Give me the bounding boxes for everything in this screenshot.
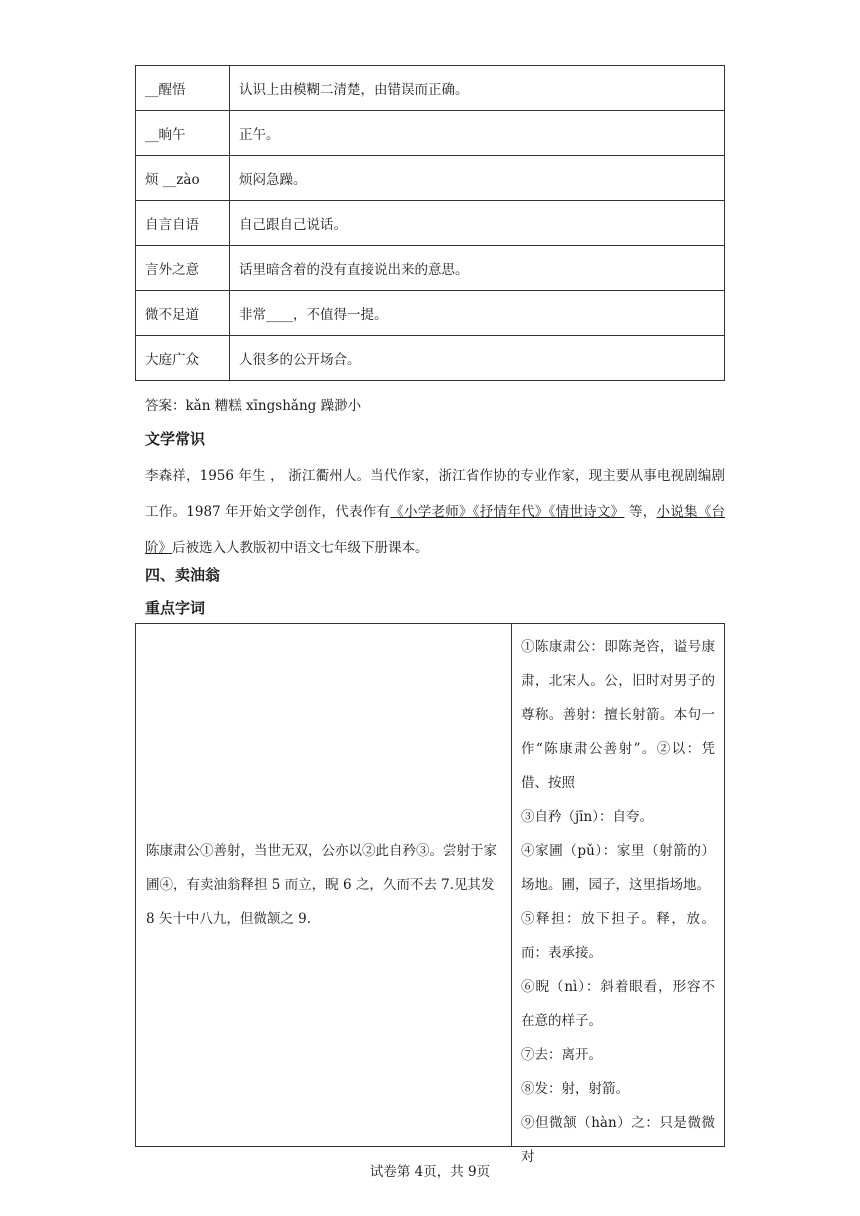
vocab-word: 微不足道 <box>136 291 230 336</box>
key-words-heading: 重点字词 <box>145 599 206 617</box>
note-item: ④家圃（pǔ）：家里（射箭的）场地。圃，园子，这里指场地。 <box>521 843 715 893</box>
note-item: ⑨但微颔（hàn）之：只是微微对 <box>521 1115 715 1165</box>
note-item: ⑥睨（nì）：斜着眼看，形容不在意的样子。 <box>521 979 715 1029</box>
vocab-word: 大庭广众 <box>136 336 230 381</box>
note-item: ⑤释担：放下担子。释，放。而：表承接。 <box>521 911 715 961</box>
notes-cell <box>512 624 725 1165</box>
literary-paragraph <box>145 458 725 566</box>
vocab-row <box>136 246 725 291</box>
answer-line: 答案：kǎn 糟糕 xīngshǎng 躁渺小 <box>145 398 362 414</box>
vocab-row <box>136 111 725 156</box>
note-item: ⑦去：离开。 <box>521 1047 602 1063</box>
story-collection: 小说集《台阶》 <box>145 504 726 556</box>
vocab-word: 言外之意 <box>136 246 230 291</box>
passage-table <box>135 623 725 1165</box>
vocab-meaning: 认识上由模糊二清楚，由错误而正确。 <box>230 66 725 111</box>
vocab-word: __醒悟 <box>136 66 230 111</box>
vocab-row <box>136 201 725 246</box>
vocab-table <box>135 65 725 381</box>
vocab-meaning: 人很多的公开场合。 <box>230 336 725 381</box>
passage-text: 陈康肃公①善射，当世无双，公亦以②此自矜③。尝射于家圃④，有卖油翁释担 5 而立，睨 6 之，久而不去 7.见其发 8 矢十中八九，但微颔之 9. <box>136 624 512 1147</box>
vocab-row <box>136 66 725 111</box>
note-item: ⑧发：射，射箭。 <box>521 1081 629 1097</box>
vocab-meaning: 正午。 <box>230 111 725 156</box>
literary-text-2: 等， <box>624 504 657 520</box>
note-item: ①陈康肃公：即陈尧咨，谥号康肃，北宋人。公，旧时对男子的尊称。善射：擅长射箭。本句一作“陈康肃公善射”。②以：凭借、按照 <box>521 639 715 791</box>
vocab-row <box>136 156 725 201</box>
vocab-meaning: 烦闷急躁。 <box>230 156 725 201</box>
representative-works: 《小学老师》《抒情年代》《情世诗文》 <box>390 504 625 520</box>
literary-heading: 文学常识 <box>145 430 206 448</box>
page-footer: 试卷第 4页，共 9页 <box>369 1164 491 1180</box>
section-title: 四、卖油翁 <box>145 566 221 584</box>
vocab-meaning: 自己跟自己说话。 <box>230 201 725 246</box>
literary-text-1: 李森祥，1956 年生 ， 浙江衢州人。当代作家，浙江省作协的专业作家，现主要从事电视剧编剧工作。1987 年开始文学创作，代表作有 <box>145 468 725 520</box>
vocab-meaning: 话里暗含着的没有直接说出来的意思。 <box>230 246 725 291</box>
vocab-meaning: 非常____，不值得一提。 <box>230 291 725 336</box>
note-item: ③自矜（jīn）：自夸。 <box>521 809 653 825</box>
literary-text-3: 后被选入人教版初中语文七年级下册课本。 <box>172 540 429 556</box>
vocab-word: 烦 __zào <box>136 156 230 201</box>
vocab-row <box>136 291 725 336</box>
vocab-word: 自言自语 <box>136 201 230 246</box>
vocab-row <box>136 336 725 381</box>
vocab-word: __晌午 <box>136 111 230 156</box>
notes-list <box>512 624 724 1165</box>
